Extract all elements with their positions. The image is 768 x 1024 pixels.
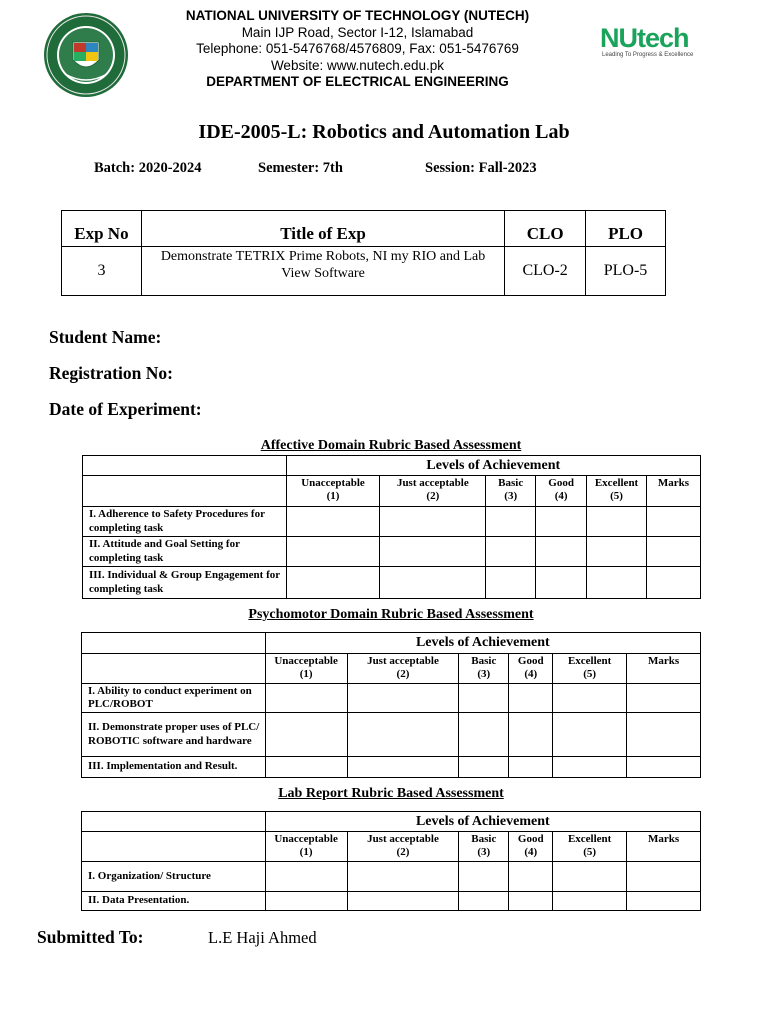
level-excellent: Excellent (5)	[553, 832, 627, 862]
clo-header: CLO	[505, 211, 586, 247]
criterion: I. Ability to conduct experiment on PLC/ROBOT	[82, 684, 266, 713]
registration-no-label: Registration No:	[49, 363, 173, 383]
university-name: NATIONAL UNIVERSITY OF TECHNOLOGY (NUTECH)	[185, 8, 530, 23]
criterion: II. Data Presentation.	[82, 892, 266, 911]
criterion: III. Individual & Group Engagement for completing task	[83, 567, 287, 599]
table-row	[82, 892, 701, 911]
level-basic: Basic (3)	[459, 832, 509, 862]
marks-header: Marks	[627, 832, 701, 862]
empty-cell	[82, 832, 266, 862]
lab-report-rubric-table	[81, 811, 701, 911]
nutech-logo	[600, 24, 720, 60]
exp-title-value: Demonstrate TETRIX Prime Robots, NI my RIO and Lab View Software	[141, 247, 504, 296]
table-row	[82, 757, 701, 778]
table-row	[83, 537, 701, 567]
department-name: DEPARTMENT OF ELECTRICAL ENGINEERING	[206, 74, 509, 89]
levels-title: Levels of Achievement	[265, 812, 700, 832]
level-just-acceptable: Just acceptable (2)	[347, 832, 459, 862]
title-header: Title of Exp	[141, 211, 504, 247]
level-unacceptable: Unacceptable (1)	[286, 476, 380, 507]
psychomotor-rubric-table	[81, 632, 701, 778]
semester-label: Semester: 7th	[258, 160, 343, 176]
exp-no-header: Exp No	[62, 211, 142, 247]
plo-value: PLO-5	[586, 247, 666, 296]
criterion: I. Adherence to Safety Procedures for completing task	[83, 507, 287, 537]
level-unacceptable: Unacceptable (1)	[265, 832, 347, 862]
date-of-experiment-label: Date of Experiment:	[49, 399, 202, 419]
table-row	[82, 713, 701, 757]
level-just-acceptable: Just acceptable (2)	[380, 476, 486, 507]
criterion: II. Attitude and Goal Setting for completing task	[83, 537, 287, 567]
exp-no-value: 3	[62, 247, 142, 296]
batch-label: Batch: 2020-2024	[94, 160, 202, 176]
session-label: Session: Fall-2023	[425, 160, 537, 176]
nutech-tagline: Leading To Progress & Excellence	[602, 52, 694, 58]
submitted-to-label: Submitted To:	[37, 927, 144, 947]
empty-cell	[83, 476, 287, 507]
level-good: Good (4)	[509, 654, 553, 684]
plo-header: PLO	[586, 211, 666, 247]
level-basic: Basic (3)	[459, 654, 509, 684]
criterion: III. Implementation and Result.	[82, 757, 266, 778]
course-title: IDE-2005-L: Robotics and Automation Lab	[198, 121, 570, 143]
level-good: Good (4)	[536, 476, 587, 507]
level-excellent: Excellent (5)	[587, 476, 647, 507]
student-name-label: Student Name:	[49, 327, 162, 347]
level-good: Good (4)	[509, 832, 553, 862]
nutech-logo-text: NUtech	[600, 23, 689, 53]
level-basic: Basic (3)	[486, 476, 536, 507]
university-address: Main IJP Road, Sector I-12, Islamabad	[241, 24, 474, 40]
empty-cell	[83, 456, 287, 476]
experiment-table	[61, 210, 666, 296]
levels-title: Levels of Achievement	[265, 633, 700, 654]
affective-rubric-table	[82, 455, 701, 599]
marks-header: Marks	[627, 654, 701, 684]
lab-report-caption: Lab Report Rubric Based Assessment	[278, 786, 504, 801]
affective-caption: Affective Domain Rubric Based Assessment	[260, 438, 522, 453]
letterhead	[130, 8, 585, 91]
criterion: I. Organization/ Structure	[82, 862, 266, 892]
university-seal-logo	[43, 12, 129, 98]
empty-cell	[82, 812, 266, 832]
criterion: II. Demonstrate proper uses of PLC/ ROBOTIC software and hardware	[82, 713, 266, 757]
level-excellent: Excellent (5)	[553, 654, 627, 684]
empty-cell	[82, 633, 266, 654]
table-row	[82, 862, 701, 892]
submitted-to-name: L.E Haji Ahmed	[208, 928, 317, 947]
psychomotor-caption: Psychomotor Domain Rubric Based Assessment	[248, 607, 534, 622]
university-website: Website: www.nutech.edu.pk	[270, 57, 445, 73]
university-phone: Telephone: 051-5476768/4576809, Fax: 051-5476769	[196, 41, 519, 56]
level-unacceptable: Unacceptable (1)	[265, 654, 347, 684]
clo-value: CLO-2	[505, 247, 586, 296]
level-just-acceptable: Just acceptable (2)	[347, 654, 459, 684]
empty-cell	[82, 654, 266, 684]
table-row	[83, 507, 701, 537]
marks-header: Marks	[647, 476, 701, 507]
levels-title: Levels of Achievement	[286, 456, 700, 476]
table-row	[83, 567, 701, 599]
table-row	[82, 684, 701, 713]
